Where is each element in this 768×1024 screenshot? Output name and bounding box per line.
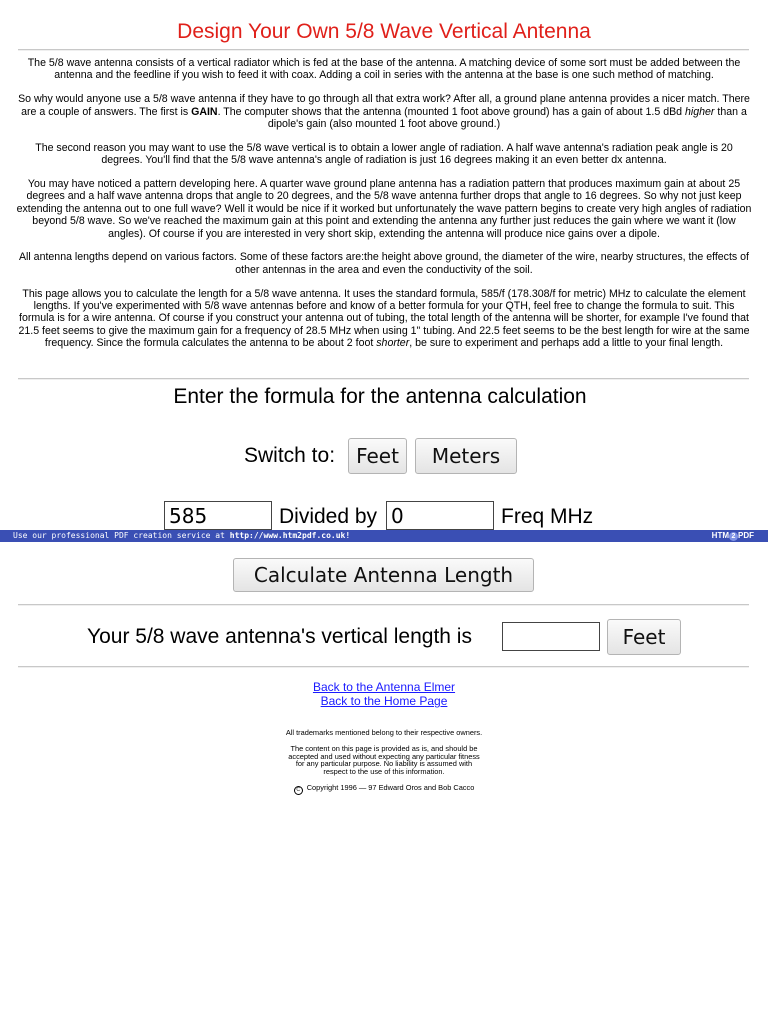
intro-paragraph [16, 288, 752, 350]
htm2pdf-banner [0, 530, 768, 542]
switch-label: Switch to: [244, 444, 336, 467]
disclaimer [0, 745, 768, 776]
legal-notice [0, 729, 768, 803]
home-page-link[interactable]: Back to the Home Page [320, 694, 448, 708]
intro-text [16, 57, 752, 361]
divider [18, 378, 749, 380]
intro-paragraph: All antenna lengths depend on various factors. Some of these factors are:the height above ground, the diameter of the wire, nearby structures, the effects of other antennas in the area and even the conductivity of the soil. [18, 251, 750, 276]
divided-by-label: Divided by [279, 505, 378, 528]
intro-paragraph: The second reason you may want to use the 5/8 wave vertical is to obtain a lower angle of radiation. A half wave antenna's radiation peak angle is 20 degrees. You'll find that the 5/8 wave antenna's angle of radiation is just 16 degrees making it an even better dx antenna. [35, 141, 733, 167]
result-unit-button[interactable]: Feet [607, 619, 681, 655]
logo-text: PDF [738, 531, 754, 540]
text-span: than a dipole's gain (also mounted 1 foot above ground.) [267, 105, 747, 131]
intro-paragraph: The 5/8 wave antenna consists of a vertical radiator which is fed at the base of the antenna. A matching device of some sort must be added between the antenna and the feedline if you wish to feed it with coax. Adding a coil in series with the antenna at the base is one such method of matching. [27, 57, 741, 82]
gain-bold: GAIN [191, 105, 218, 118]
meters-button[interactable]: Meters [415, 438, 517, 474]
banner-url[interactable]: http://www.htm2pdf.co.uk! [229, 531, 351, 540]
higher-italic: higher [685, 105, 715, 118]
intro-paragraph: You may have noticed a pattern developing here. A quarter wave ground plane antenna has a radiation pattern that produces maximum gain at about 25 degrees and a half wave antenna drops that angle to 20 degrees, and the 5/8 wave antenna further drops that angle to 16 degrees. So why not just keep extending the antenna out to one full wave? Well it would be nice if it worked but unfortunately the wave pattern begins to create very high angles of radiation beyond 5/8 wave. So we've reached the maximum gain at this point and extending the antenna any further just reduces the gain where we want it (low angles). Of course if you are interested in very short skip, extending the antenna will produce nice gains over a dipole. [16, 178, 752, 240]
logo-text: HTM [711, 531, 729, 540]
htm2pdf-logo [712, 530, 754, 542]
result-label: Your 5/8 wave antenna's vertical length is [87, 625, 472, 648]
disclaimer-line: respect to the use of this information. [323, 767, 445, 777]
formula-heading: Enter the formula for the antenna calculation [173, 385, 587, 408]
copyright-notice [0, 784, 768, 795]
disclaimer-line: The content on this page is provided as is, and should be [290, 743, 478, 753]
freq-mhz-label: Freq MHz [501, 505, 594, 528]
frequency-input[interactable] [386, 501, 494, 530]
intro-paragraph [16, 93, 752, 130]
calculate-button[interactable]: Calculate Antenna Length [233, 558, 534, 592]
text-span: . The computer shows that the antenna (mounted 1 foot above ground) has a gain of about 1.5 dBd [217, 105, 686, 118]
disclaimer-line: accepted and used without expecting any particular fitness [288, 751, 480, 761]
copyright-text: Copyright 1996 — 97 Edward Oros and Bob Cacco [306, 782, 475, 792]
divider [18, 604, 749, 606]
antenna-elmer-link[interactable]: Back to the Antenna Elmer [312, 680, 456, 694]
formula-input[interactable] [164, 501, 272, 530]
divider [18, 49, 749, 51]
divider [18, 666, 749, 668]
banner-message [13, 530, 350, 542]
logo-badge: 2 [729, 532, 738, 541]
shorter-italic: shorter [376, 337, 410, 350]
copyright-icon: C [294, 786, 303, 795]
disclaimer-line: for any particular purpose. No liability is assumed with [295, 759, 473, 769]
text-span: , be sure to experiment and perhaps add a little to your final length. [409, 337, 724, 350]
trademark-notice: All trademarks mentioned belong to their respective owners. [285, 728, 483, 737]
page-title: Design Your Own 5/8 Wave Vertical Antenna [177, 20, 591, 43]
text-span: So why would anyone use a 5/8 wave antenna if they have to go through all that extra work? After all, a ground plane antenna provides a nicer match. There are a couple of answers. The first is [18, 93, 750, 118]
footer-links [0, 680, 768, 708]
feet-button[interactable]: Feet [348, 438, 407, 474]
result-output[interactable] [502, 622, 600, 651]
text-span: This page allows you to calculate the length for a 5/8 wave antenna. It uses the standard formula, 585/f (178.308/f for metric) MHz to calculate the element lengths. If you've experimented with 5/8 wave antennas before and know of a better formula for your QTH, feel free to change the formula to suit. This formula is for a wire antenna. Of course if you construct your antenna out of tubing, the total length of the antenna will be shorter, for example I've found that 21.5 feet seems to give the maximum gain for a frequency of 28.5 MHz when using 1" tubing. And 22.5 feet seems to be the best length for wire at the same frequency. Since the formula calculates the antenna to be about 2 foot [18, 287, 750, 350]
banner-text: Use our professional PDF creation service at [13, 531, 230, 540]
